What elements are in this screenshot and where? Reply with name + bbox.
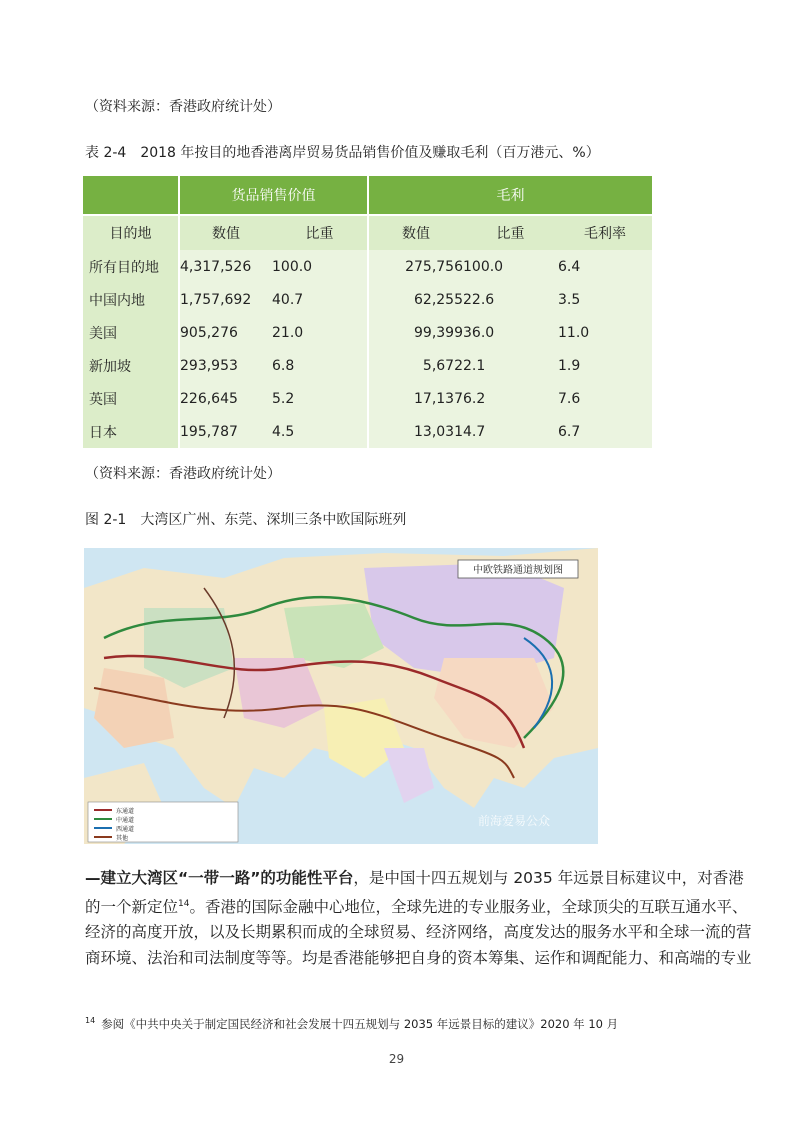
header-group-sales: 货品销售价值 [179,176,368,215]
map-watermark: 前海爱易公众 [477,814,551,828]
table-row [83,283,652,316]
footnote-number: 14 [85,1016,96,1026]
source-note-top: （资料来源：香港政府统计处） [85,99,281,115]
cell-margin-share: 36.0 [463,316,558,349]
table-caption: 表 2-4 2018 年按目的地香港离岸贸易货品销售价值及赚取毛利（百万港元、%） [85,145,600,161]
cell-destination: 新加坡 [83,349,179,382]
cell-sales-value: 1,757,692 [179,283,272,316]
header-margin-share: 比重 [463,215,558,250]
cell-destination: 日本 [83,415,179,448]
cell-sales-share: 6.8 [272,349,368,382]
cell-sales-share: 4.5 [272,415,368,448]
cell-margin-rate: 3.5 [558,283,652,316]
cell-sales-value: 226,645 [179,382,272,415]
cell-destination: 美国 [83,316,179,349]
cell-margin-share: 2.1 [463,349,558,382]
cell-sales-share: 100.0 [272,250,368,283]
body-paragraph [85,866,752,971]
cell-margin-value: 5,672 [368,349,463,382]
figure-caption: 图 2-1 大湾区广州、东莞、深圳三条中欧国际班列 [85,512,407,528]
paragraph-line-4: 商环境、法治和司法制度等等。均是香港能够把自身的资本筹集、运作和调配能力、和高端的专业 [85,948,752,967]
railway-map [84,548,598,844]
cell-margin-value: 99,399 [368,316,463,349]
header-sales-value: 数值 [179,215,272,250]
legend-item-1: 东通道 [116,808,135,815]
cell-margin-value: 17,137 [368,382,463,415]
legend-item-3: 西通道 [116,826,135,833]
paragraph-line-2-b: 。香港的国际金融中心地位，全球先进的专业服务业，全球顶尖的互联互通水平、 [189,897,748,916]
table-row [83,349,652,382]
table-row [83,415,652,448]
cell-sales-share: 5.2 [272,382,368,415]
footnote [85,1016,618,1032]
cell-margin-rate: 7.6 [558,382,652,415]
cell-sales-value: 905,276 [179,316,272,349]
header-blank [83,176,179,215]
paragraph-bold-lead: —建立大湾区“一带一路”的功能性平台 [85,869,354,887]
cell-destination: 所有目的地 [83,250,179,283]
cell-margin-rate: 11.0 [558,316,652,349]
trade-table [83,176,652,448]
cell-margin-value: 62,255 [368,283,463,316]
paragraph-line-2-a: 的一个新定位 [85,897,179,916]
cell-margin-rate: 6.7 [558,415,652,448]
cell-margin-share: 100.0 [463,250,558,283]
legend-item-2: 中通道 [116,817,135,824]
cell-margin-rate: 1.9 [558,349,652,382]
header-margin-value: 数值 [368,215,463,250]
cell-sales-value: 4,317,526 [179,250,272,283]
cell-destination: 英国 [83,382,179,415]
cell-margin-value: 275,756 [368,250,463,283]
source-note-bottom: （资料来源：香港政府统计处） [85,466,281,482]
paragraph-line-2 [85,892,748,921]
page-number: 29 [388,1052,405,1066]
cell-margin-share: 22.6 [463,283,558,316]
cell-margin-share: 4.7 [463,415,558,448]
cell-margin-value: 13,031 [368,415,463,448]
table-row [83,316,652,349]
cell-sales-value: 293,953 [179,349,272,382]
cell-sales-value: 195,787 [179,415,272,448]
table-row [83,382,652,415]
cell-margin-share: 6.2 [463,382,558,415]
paragraph-line-1 [85,866,744,892]
header-sales-share: 比重 [272,215,368,250]
cell-destination: 中国内地 [83,283,179,316]
header-margin-rate: 毛利率 [558,215,652,250]
paragraph-line-3: 经济的高度开放，以及长期累积而成的全球贸易、经济网络，高度发达的服务水平和全球一流的营 [85,923,752,942]
legend-item-4: 其他 [116,835,129,842]
header-destination: 目的地 [83,215,179,250]
map-title: 中欧铁路通道规划图 [473,565,563,576]
footnote-ref: 14 [178,898,190,909]
header-group-margin: 毛利 [368,176,652,215]
cell-margin-rate: 6.4 [558,250,652,283]
cell-sales-share: 21.0 [272,316,368,349]
table-row [83,250,652,283]
cell-sales-share: 40.7 [272,283,368,316]
footnote-text: 参阅《中共中央关于制定国民经济和社会发展十四五规划与 2035 年远景目标的建议》2020 年 10 月 [101,1017,619,1031]
paragraph-line-1-rest: ，是中国十四五规划与 2035 年远景目标建议中，对香港 [353,869,744,887]
